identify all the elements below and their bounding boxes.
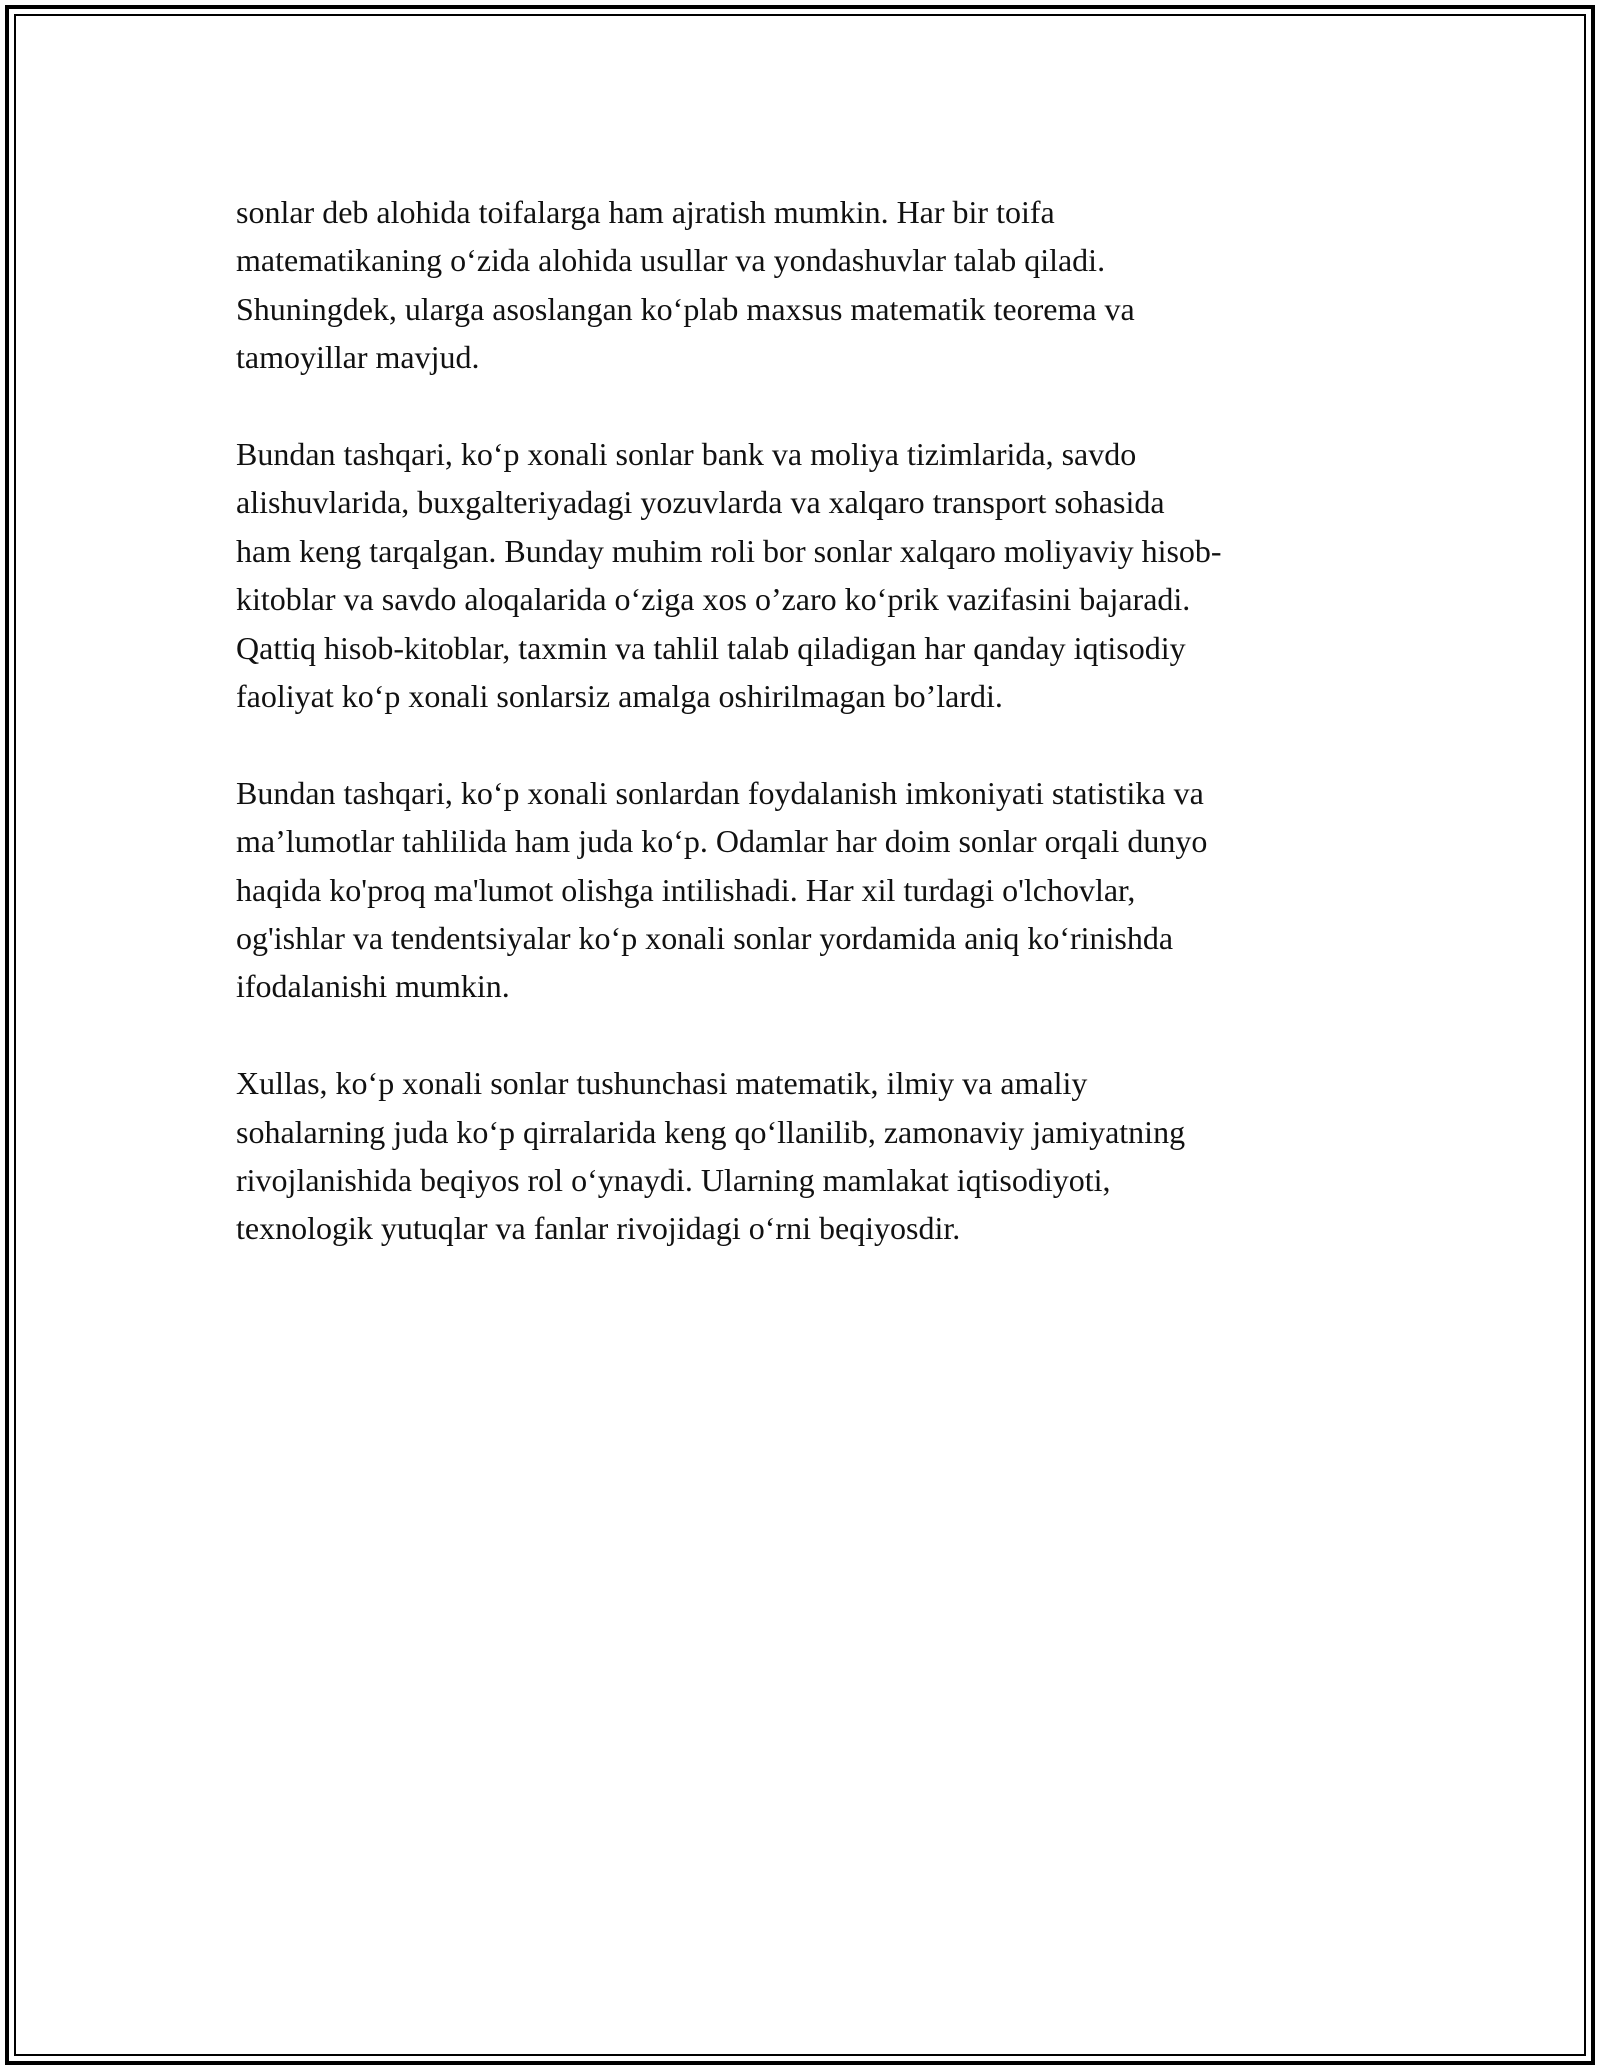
paragraph: [236, 769, 1376, 1011]
text-line: haqida ko'proq ma'lumot olishga intilishadi. Har xil turdagi o'lchovlar,: [236, 871, 1136, 908]
text-line: sohalarning juda ko‘p qirralarida keng qo‘llanilib, zamonaviy jamiyatning: [236, 1113, 1186, 1150]
text-line: ma’lumotlar tahlilida ham juda ko‘p. Odamlar har doim sonlar orqali dunyo: [236, 823, 1208, 860]
text-line: faoliyat ko‘p xonali sonlarsiz amalga oshirilmagan bo’lardi.: [236, 678, 1003, 715]
text-line: matematikaning o‘zida alohida usullar va yondashuvlar talab qiladi.: [236, 242, 1106, 279]
text-line: Shuningdek, ularga asoslangan ko‘plab maxsus matematik teorema va: [236, 290, 1135, 327]
document-body: [236, 188, 1376, 1301]
paragraph: [236, 188, 1376, 382]
text-line: og'ishlar va tendentsiyalar ko‘p xonali sonlar yordamida aniq ko‘rinishda: [236, 920, 1174, 957]
text-line: Xullas, ko‘p xonali sonlar tushunchasi matematik, ilmiy va amaliy: [236, 1065, 1088, 1102]
text-line: sonlar deb alohida toifalarga ham ajratish mumkin. Har bir toifa: [236, 194, 1055, 230]
text-line: Bundan tashqari, ko‘p xonali sonlar bank va moliya tizimlarida, savdo: [236, 436, 1137, 473]
text-line: Bundan tashqari, ko‘p xonali sonlardan foydalanish imkoniyati statistika va: [236, 774, 1204, 811]
text-line: Qattiq hisob-kitoblar, taxmin va tahlil talab qiladigan har qanday iqtisodiy: [236, 629, 1186, 666]
paragraph: [236, 430, 1376, 720]
text-line: kitoblar va savdo aloqalarida o‘ziga xos o’zaro ko‘prik vazifasini bajaradi.: [236, 581, 1191, 618]
text-line: ifodalanishi mumkin.: [236, 968, 510, 1005]
text-line: ham keng tarqalgan. Bunday muhim roli bor sonlar xalqaro moliyaviy hisob-: [236, 532, 1222, 569]
text-line: tamoyillar mavjud.: [236, 339, 480, 376]
text-line: rivojlanishida beqiyos rol o‘ynaydi. Ularning mamlakat iqtisodiyoti,: [236, 1162, 1111, 1199]
text-line: alishuvlarida, buxgalteriyadagi yozuvlarda va xalqaro transport sohasida: [236, 484, 1165, 521]
text-line: texnologik yutuqlar va fanlar rivojidagi o‘rni beqiyosdir.: [236, 1210, 961, 1247]
paragraph: [236, 1059, 1376, 1253]
